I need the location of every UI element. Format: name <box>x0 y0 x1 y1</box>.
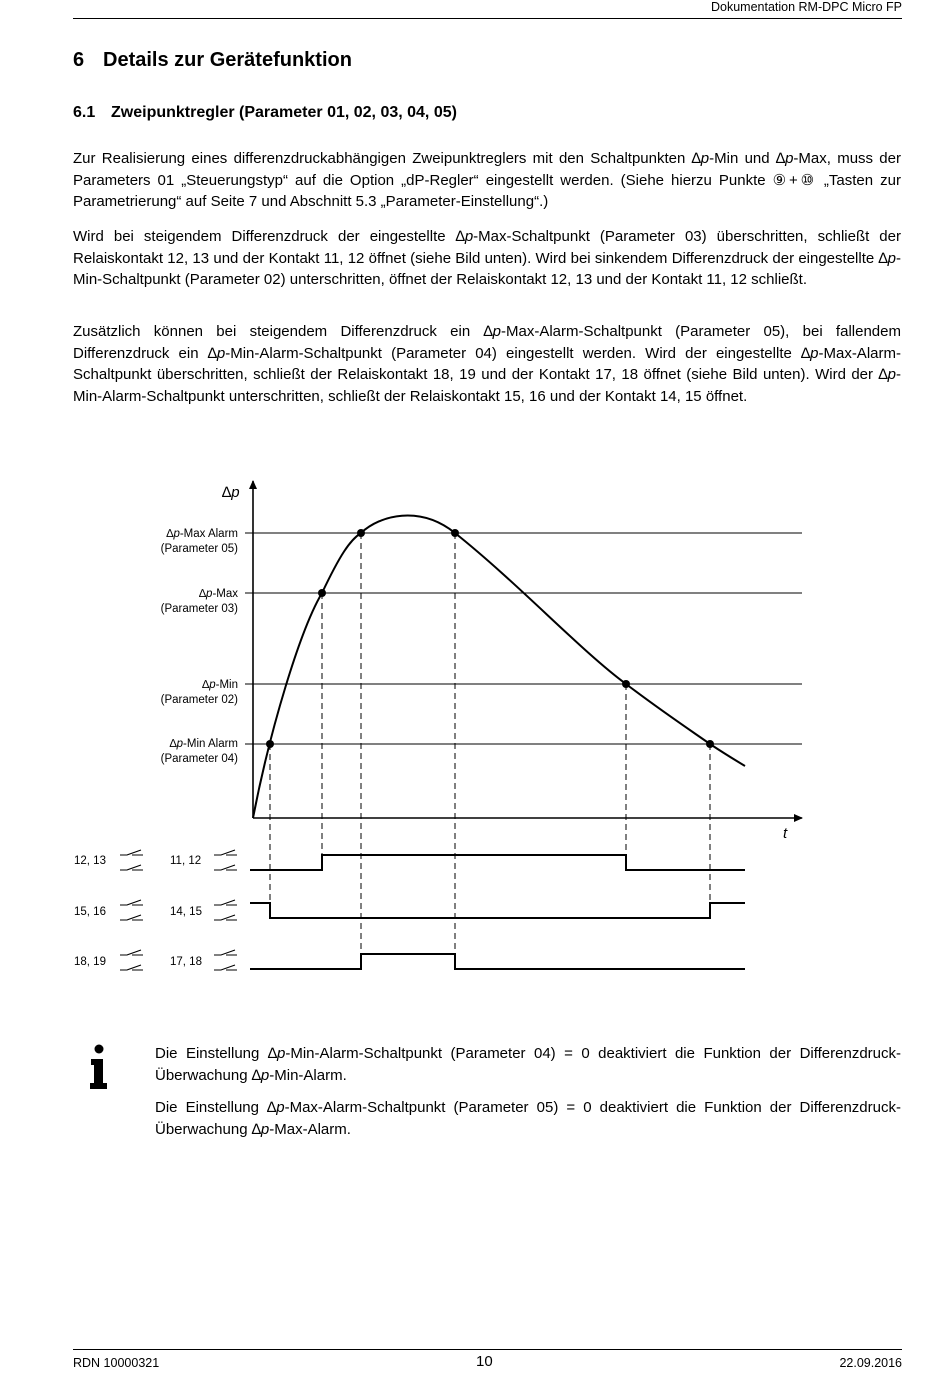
footer-doc-number: RDN 10000321 <box>73 1356 160 1370</box>
relay-trace-18-19 <box>250 954 745 969</box>
note-min-alarm: Die Einstellung ∆p-Min-Alarm-Schaltpunkt (Parameter 04) = 0 deaktiviert die Funktion der Differenzdruck-Überwachung ∆p-Min-Alarm. <box>155 1045 901 1084</box>
relay-label-11-12: 11, 12 <box>170 855 202 867</box>
relay-label-15-16: 15, 16 <box>74 906 106 918</box>
switch-point-dot <box>622 680 630 688</box>
level-label-max: ∆p-Max <box>198 588 238 600</box>
x-axis-label: t <box>783 825 788 842</box>
subsection-number: 6.1 <box>73 104 96 121</box>
level-param-min-alarm: (Parameter 04) <box>160 753 238 765</box>
level-param-min: (Parameter 02) <box>160 694 238 706</box>
footer-rule <box>73 1349 902 1350</box>
relay-trace-12-13 <box>250 855 745 870</box>
switch-point-dot <box>266 740 274 748</box>
level-label-max-alarm: ∆p-Max Alarm <box>166 528 238 540</box>
relay-label-14-15: 14, 15 <box>170 906 202 918</box>
footer-page-number: 10 <box>476 1353 493 1370</box>
paragraph-3: Zusätzlich können bei steigendem Differenzdruck ein ∆p-Max-Alarm-Schaltpunkt (Parameter 05), bei fallendem Differenzdruck ein ∆p-Min-Alarm-Schaltpunkt (Parameter 04) eingestellt werden. Wird der eingestellte ∆p-Max-Alarm-Schaltpunkt überschritten, schließt der Relaiskontakt 18, 19 und der Kontakt 17, 18 öffnet (siehe Bild unten). Wird der ∆p-Min-Alarm-Schaltpunkt unterschritten, schließt der Relaiskontakt 15, 16 und der Kontakt 14, 15 öffnet. <box>73 323 901 405</box>
level-param-max: (Parameter 03) <box>160 603 238 615</box>
header-doc-title: Dokumentation RM-DPC Micro FP <box>710 0 902 14</box>
note-max-alarm: Die Einstellung ∆p-Max-Alarm-Schaltpunkt (Parameter 05) = 0 deaktiviert die Funktion der Differenzdruck-Überwachung ∆p-Max-Alarm. <box>155 1099 901 1138</box>
relay-label-17-18: 17, 18 <box>170 956 202 968</box>
switch-point-dot <box>357 529 365 537</box>
level-param-max-alarm: (Parameter 05) <box>160 543 238 555</box>
level-label-min: ∆p-Min <box>202 679 238 691</box>
relay-label-18-19: 18, 19 <box>74 956 106 968</box>
info-icon <box>88 1044 110 1090</box>
paragraph-2: Wird bei steigendem Differenzdruck der eingestellte ∆p-Max-Schaltpunkt (Parameter 03) überschritten, schließt der Relaiskontakt 12, 13 und der Kontakt 11, 12 öffnet (siehe Bild unten). Wird bei sinkendem Differenzdruck der eingestellte ∆p-Min-Schaltpunkt (Parameter 02) unterschritten, öffnet der Relaiskontakt 12, 13 und der Kontakt 11, 12 schließt. <box>73 228 901 289</box>
level-label-min-alarm: ∆p-Min Alarm <box>169 738 238 750</box>
relay-trace-15-16 <box>250 903 745 918</box>
pressure-curve <box>253 516 745 818</box>
circled-9-icon: ⑨ <box>772 171 789 189</box>
paragraph-1: Zur Realisierung eines differenzdruckabhängigen Zweipunktreglers mit den Schaltpunkten ∆p-Min und ∆p-Max, muss der Parameters 01 „Steuerungstyp“ auf die Option „dP-Regler“ eingestellt werden. (Siehe hierzu Punkte ⑨+⑩ „Tasten zur Parametrierung“ auf Seite 7 und Abschnitt 5.3 „Parameter-Einstellung“.) <box>73 150 901 211</box>
section-title: Details zur Gerätefunktion <box>103 49 352 71</box>
switch-point-dot <box>706 740 714 748</box>
section-number: 6 <box>73 49 85 71</box>
relay-label-12-13: 12, 13 <box>74 855 106 867</box>
footer-date: 22.09.2016 <box>839 1356 902 1370</box>
subsection-title: Zweipunktregler (Parameter 01, 02, 03, 04, 05) <box>111 104 457 121</box>
switch-point-dot <box>318 589 326 597</box>
switch-point-dot <box>451 529 459 537</box>
y-axis-label: ∆p <box>222 484 240 501</box>
circled-10-icon: ⑩ <box>797 171 817 189</box>
